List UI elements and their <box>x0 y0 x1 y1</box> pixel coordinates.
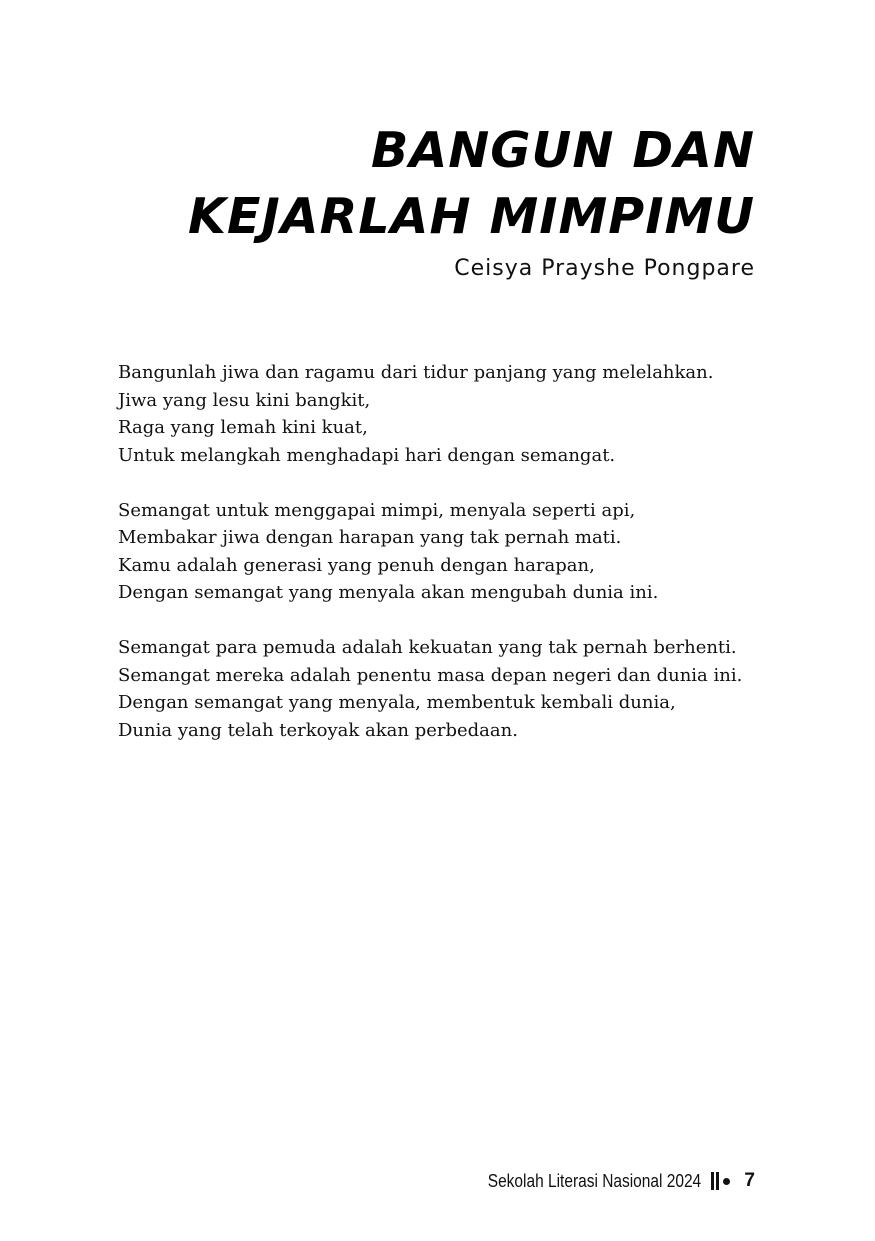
poem-line: Dunia yang telah terkoyak akan perbedaan. <box>118 719 518 741</box>
poem-line: Semangat mereka adalah penentu masa depan negeri dan dunia ini. <box>118 664 743 686</box>
poem-line: Semangat para pemuda adalah kekuatan yang tak pernah berhenti. <box>118 637 737 658</box>
poem-line: Bangunlah jiwa dan ragamu dari tidur panjang yang melelahkan. <box>118 362 714 383</box>
poem-line: Raga yang lemah kini kuat, <box>118 417 368 438</box>
poem-line: Semangat untuk menggapai mimpi, menyala seperti api, <box>118 499 636 521</box>
stanza-1 <box>118 359 818 469</box>
poem-header <box>188 118 755 284</box>
poem-line: Dengan semangat yang menyala akan mengubah dunia ini. <box>118 582 659 603</box>
stanza-3 <box>118 634 818 744</box>
page-number: 7 <box>744 1170 755 1191</box>
poem-line: Membakar jiwa dengan harapan yang tak pernah mati. <box>118 527 622 548</box>
separator-bar <box>716 1172 719 1190</box>
separator-bar <box>711 1172 714 1190</box>
stanza-2 <box>118 497 818 607</box>
poem-author: Ceisya Prayshe Pongpare <box>454 256 755 281</box>
poem-line: Jiwa yang lesu kini bangkit, <box>118 389 371 411</box>
poem-title-line-2: KEJARLAH MIMPIMU <box>188 188 755 245</box>
poem-body <box>118 359 818 772</box>
footer-label: Sekolah Literasi Nasional 2024 <box>487 1170 702 1191</box>
page-footer <box>453 1170 755 1192</box>
poem-line: Kamu adalah generasi yang penuh dengan harapan, <box>118 554 595 576</box>
separator-dot <box>723 1178 730 1185</box>
poem-title-line-1: BANGUN DAN <box>371 122 755 179</box>
poem-line: Untuk melangkah menghadapi hari dengan semangat. <box>118 444 616 466</box>
poem-line: Dengan semangat yang menyala, membentuk kembali dunia, <box>118 692 676 713</box>
footer-separator-icon <box>711 1172 730 1190</box>
